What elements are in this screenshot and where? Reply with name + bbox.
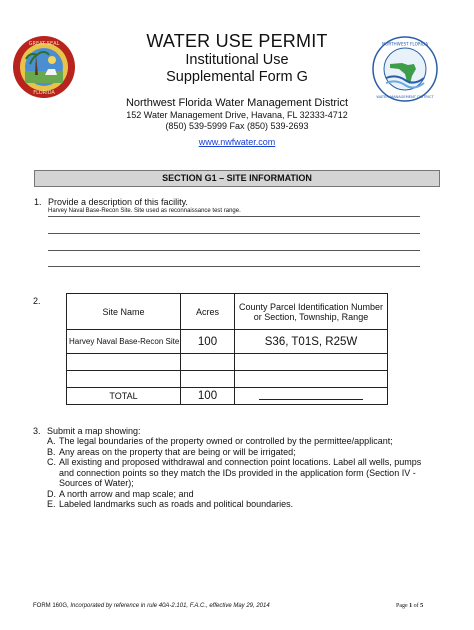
answer-line bbox=[48, 250, 420, 251]
list-item-letter: C. bbox=[47, 457, 56, 467]
form-subtitle-line2: Supplemental Form G bbox=[166, 69, 308, 85]
cell-parcel-id[interactable] bbox=[235, 354, 388, 371]
cell-acres[interactable] bbox=[181, 371, 235, 388]
page-prefix: Page bbox=[396, 603, 410, 609]
page-mid: of bbox=[412, 603, 421, 609]
question-1-prompt: Provide a description of this facility. bbox=[48, 197, 188, 207]
page-current: 1 bbox=[409, 603, 413, 609]
water-management-district-seal-icon bbox=[372, 36, 438, 102]
cell-site-name[interactable]: Harvey Naval Base-Recon Site bbox=[67, 330, 181, 354]
total-blank bbox=[235, 388, 388, 405]
form-footer-reference bbox=[33, 603, 270, 609]
svg-text:GREAT SEAL: GREAT SEAL bbox=[28, 41, 60, 47]
list-item-text: All existing and proposed withdrawal and connection point locations. Label all wells, pumps and connection points so they match the IDs provided in the application form (Section IV - Sources of Water); bbox=[59, 457, 422, 488]
district-website-link[interactable]: www.nwfwater.com bbox=[198, 137, 276, 147]
district-phone: (850) 539-5999 Fax (850) 539-2693 bbox=[165, 121, 309, 131]
total-acres[interactable]: 100 bbox=[181, 388, 235, 405]
form-subtitle-line1: Institutional Use bbox=[185, 52, 289, 68]
question-1 bbox=[34, 197, 188, 207]
table-row bbox=[67, 330, 388, 354]
cell-acres[interactable]: 100 bbox=[181, 330, 235, 354]
district-address: 152 Water Management Drive, Havana, FL 32333-4712 bbox=[126, 110, 348, 120]
cell-parcel-id[interactable]: S36, T01S, R25W bbox=[235, 330, 388, 354]
header-parcel-id: County Parcel Identification Number or Section, Township, Range bbox=[235, 294, 388, 330]
cell-site-name[interactable] bbox=[67, 354, 181, 371]
list-item-text: The legal boundaries of the property owned or controlled by the permittee/applicant; bbox=[59, 436, 393, 446]
footer-form-number: FORM 160G, bbox=[33, 603, 69, 609]
list-item-letter: A. bbox=[47, 436, 56, 446]
footer-reference-text: Incorporated by reference in rule 40A-2.101, F.A.C., effective May 29, 2014 bbox=[68, 603, 270, 609]
list-item-letter: D. bbox=[47, 488, 56, 499]
list-item-text: Any areas on the property that are being or will be irrigated; bbox=[59, 446, 296, 457]
site-information-table bbox=[66, 293, 388, 405]
table-row bbox=[67, 354, 388, 371]
cell-site-name[interactable] bbox=[67, 371, 181, 388]
question-3-prompt: Submit a map showing: bbox=[47, 426, 141, 436]
map-requirements-list bbox=[47, 436, 427, 510]
page-number bbox=[396, 603, 423, 609]
answer-line bbox=[48, 266, 420, 267]
svg-text:NORTHWEST FLORIDA: NORTHWEST FLORIDA bbox=[381, 41, 429, 47]
question-1-answer[interactable]: Harvey Naval Base-Recon Site. Site used as reconnaissance test range. bbox=[48, 208, 241, 214]
list-item-text: Labeled landmarks such as roads and political boundaries. bbox=[59, 499, 294, 509]
question-2-number: 2. bbox=[33, 296, 41, 306]
answer-line bbox=[48, 216, 420, 217]
list-item bbox=[47, 489, 427, 500]
question-1-number: 1. bbox=[34, 197, 42, 207]
district-name: Northwest Florida Water Management District bbox=[125, 97, 349, 109]
table-total-row bbox=[67, 388, 388, 405]
total-underline bbox=[259, 391, 363, 400]
header-acres: Acres bbox=[181, 294, 235, 330]
list-item bbox=[47, 499, 427, 510]
cell-parcel-id[interactable] bbox=[235, 371, 388, 388]
svg-text:WATER MANAGEMENT DISTRICT: WATER MANAGEMENT DISTRICT bbox=[376, 95, 434, 99]
question-3-number: 3. bbox=[33, 426, 41, 436]
list-item bbox=[47, 447, 427, 458]
svg-text:FLORIDA: FLORIDA bbox=[33, 90, 55, 96]
form-title: WATER USE PERMIT bbox=[146, 31, 328, 51]
section-title-bar: SECTION G1 – SITE INFORMATION bbox=[34, 170, 440, 187]
answer-line bbox=[48, 233, 420, 234]
list-item-text: A north arrow and map scale; and bbox=[59, 488, 194, 499]
header-site-name: Site Name bbox=[67, 294, 181, 330]
list-item-letter: B. bbox=[47, 446, 56, 457]
cell-acres[interactable] bbox=[181, 354, 235, 371]
list-item bbox=[47, 436, 427, 447]
form-header bbox=[100, 30, 374, 150]
table-row bbox=[67, 371, 388, 388]
total-label: TOTAL bbox=[67, 388, 181, 405]
florida-state-seal-icon bbox=[12, 35, 76, 99]
list-item-letter: E. bbox=[47, 499, 56, 509]
page-total: 5 bbox=[420, 603, 424, 609]
list-item bbox=[47, 457, 427, 489]
question-3 bbox=[33, 426, 141, 437]
